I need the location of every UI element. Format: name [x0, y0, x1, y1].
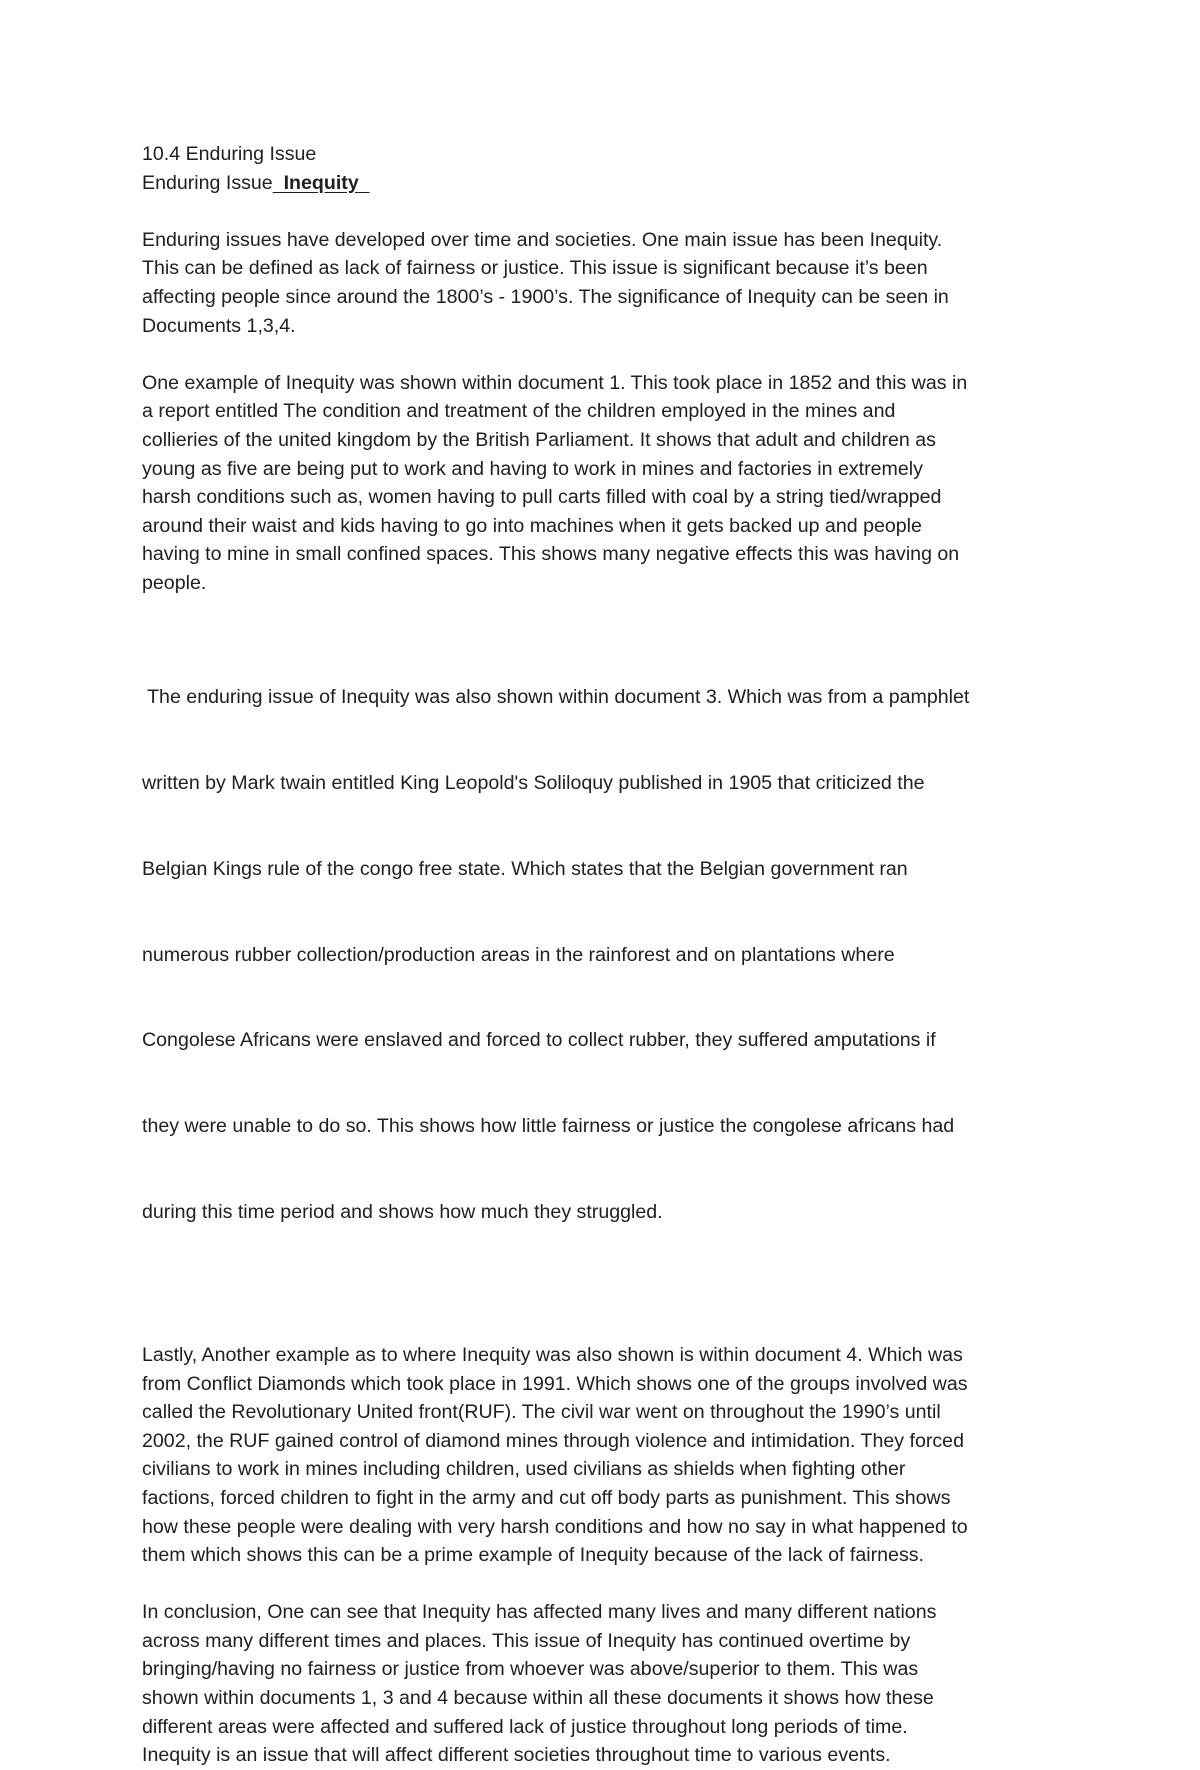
- text-line: called the Revolutionary United front(RUF). The civil war went on throughout the 1990’s until: [142, 1401, 941, 1424]
- enduring-issue-label: Enduring Issue: [142, 171, 273, 194]
- text-line: affecting people since around the 1800’s - 1900’s. The significance of Inequity can be seen in: [142, 285, 949, 308]
- spacer: [142, 340, 1062, 369]
- text-line: factions, forced children to fight in the army and cut off body parts as punishment. This shows: [142, 1486, 951, 1509]
- text-line: Enduring issues have developed over time and societies. One main issue has been Inequity.: [142, 228, 943, 251]
- text-line: how these people were dealing with very harsh conditions and how no say in what happened to: [142, 1515, 968, 1538]
- text-line: from Conflict Diamonds which took place in 1991. Which shows one of the groups involved was: [142, 1372, 968, 1395]
- text-line: Documents 1,3,4.: [142, 314, 296, 337]
- paragraph-conclusion: [142, 1598, 1062, 1770]
- text-line: shown within documents 1, 3 and 4 because within all these documents it shows how these: [142, 1687, 934, 1710]
- text-line: Belgian Kings rule of the congo free state. Which states that the Belgian government ran: [142, 857, 908, 880]
- document-title: 10.4 Enduring Issue: [142, 143, 317, 165]
- text-line: The enduring issue of Inequity was also shown within document 3. Which was from a pamphlet: [142, 686, 970, 709]
- text-line: across many different times and places. This issue of Inequity has continued overtime by: [142, 1629, 911, 1652]
- enduring-issue-line: [142, 169, 1062, 198]
- text-line: In conclusion, One can see that Inequity has affected many lives and many different nations: [142, 1601, 937, 1624]
- paragraph-document-4: [142, 1341, 1062, 1570]
- text-line: collieries of the united kingdom by the British Parliament. It shows that adult and children as: [142, 428, 936, 451]
- spacer: [142, 197, 1062, 226]
- text-line: they were unable to do so. This shows how little fairness or justice the congolese africans had: [142, 1115, 955, 1138]
- text-line: Lastly, Another example as to where Inequity was also shown is within document 4. Which was: [142, 1343, 963, 1366]
- text-line: people.: [142, 571, 207, 594]
- text-line: around their waist and kids having to go into machines when it gets backed up and people: [142, 514, 922, 537]
- text-line: Inequity is an issue that will affect different societies throughout time to various events.: [142, 1744, 891, 1767]
- text-line: civilians to work in mines including children, used civilians as shields when fighting other: [142, 1458, 906, 1481]
- paragraph-document-1: [142, 369, 1062, 598]
- paragraph-intro: [142, 226, 1062, 340]
- text-line: numerous rubber collection/production areas in the rainforest and on plantations where: [142, 943, 895, 966]
- text-line: a report entitled The condition and treatment of the children employed in the mines and: [142, 400, 896, 423]
- text-line: during this time period and shows how much they struggled.: [142, 1200, 663, 1223]
- text-line: This can be defined as lack of fairness or justice. This issue is significant because it’s been: [142, 257, 928, 280]
- text-line: written by Mark twain entitled King Leopold's Soliloquy published in 1905 that criticized the: [142, 772, 925, 795]
- text-line: One example of Inequity was shown within document 1. This took place in 1852 and this was in: [142, 371, 968, 394]
- text-line: them which shows this can be a prime example of Inequity because of the lack of fairness.: [142, 1544, 924, 1567]
- document-body: [142, 140, 1062, 1770]
- text-line: having to mine in small confined spaces. This shows many negative effects this was having on: [142, 543, 960, 566]
- text-line: bringing/having no fairness or justice from whoever was above/superior to them. This was: [142, 1658, 919, 1681]
- text-line: 2002, the RUF gained control of diamond mines through violence and intimidation. They forced: [142, 1429, 964, 1452]
- text-line: Congolese Africans were enslaved and forced to collect rubber, they suffered amputations if: [142, 1029, 936, 1052]
- spacer: [142, 1570, 1062, 1599]
- text-line: different areas were affected and suffered lack of justice throughout long periods of time.: [142, 1715, 908, 1738]
- enduring-issue-value: Inequity: [272, 171, 370, 194]
- text-line: young as five are being put to work and having to work in mines and factories in extremely: [142, 457, 923, 480]
- spacer: [142, 1284, 1062, 1341]
- text-line: harsh conditions such as, women having to pull carts filled with coal by a string tied/wrapped: [142, 486, 942, 509]
- spacer: [142, 598, 1062, 627]
- paragraph-document-3: [142, 626, 1062, 1284]
